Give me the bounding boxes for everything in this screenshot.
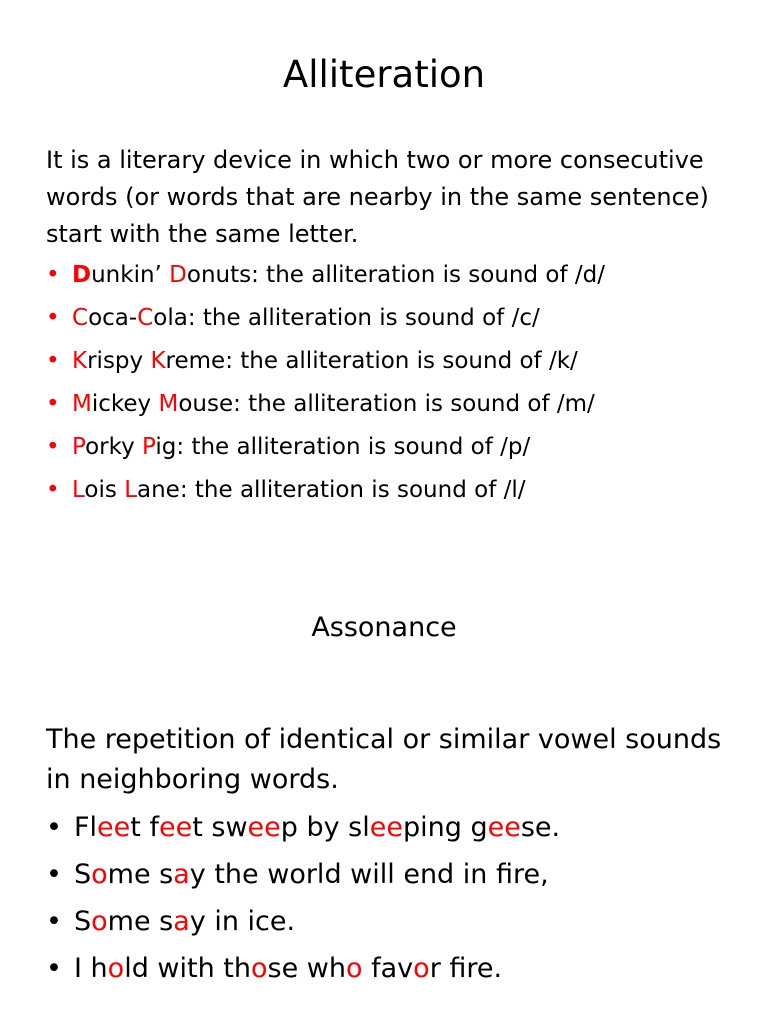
text-segment: r fire.	[429, 953, 503, 984]
text-segment: I h	[74, 953, 108, 984]
word-part: ouse	[178, 391, 234, 417]
word-part: ois	[84, 477, 125, 503]
highlight-letter: L	[124, 477, 138, 503]
example-text	[74, 906, 295, 937]
text-segment: ping g	[403, 812, 488, 843]
item-description: : the alliteration is sound of /k/	[225, 348, 578, 374]
bullet-icon: •	[46, 262, 60, 288]
list-item	[46, 387, 746, 430]
list-item	[46, 430, 746, 473]
text-segment: S	[74, 906, 92, 937]
assonance-examples-list	[46, 808, 746, 996]
text-segment: Fl	[74, 812, 98, 843]
list-item	[46, 344, 746, 387]
item-description: : the alliteration is sound of /p/	[176, 434, 531, 460]
highlight-vowel: ee	[487, 812, 521, 843]
bullet-icon: •	[46, 906, 62, 937]
bullet-icon: •	[46, 953, 62, 984]
word-part: ig	[155, 434, 177, 460]
highlight-vowel: ee	[369, 812, 403, 843]
word-part: ola	[153, 305, 188, 331]
text-segment: ld with th	[124, 953, 251, 984]
text-segment: se wh	[267, 953, 346, 984]
bullet-icon: •	[46, 391, 60, 417]
highlight-vowel: o	[91, 859, 108, 890]
highlight-letter: K	[150, 348, 166, 374]
list-item	[46, 258, 746, 301]
list-item	[46, 301, 746, 344]
assonance-definition: The repetition of identical or similar vowel sounds in neighboring words.	[46, 724, 722, 795]
section-title-assonance: Assonance	[311, 612, 457, 643]
word-part: unkin’	[91, 262, 170, 288]
highlight-letter: P	[72, 434, 86, 460]
text-segment: me s	[107, 859, 174, 890]
highlight-letter: L	[72, 477, 85, 503]
bullet-icon: •	[46, 812, 62, 843]
list-item	[46, 473, 746, 516]
example-text	[74, 953, 502, 984]
highlight-vowel: ee	[247, 812, 281, 843]
page-title: Alliteration	[282, 53, 486, 96]
word-part: ane	[137, 477, 180, 503]
text-segment: me s	[107, 906, 174, 937]
highlight-letter: P	[142, 434, 156, 460]
word-part: rispy	[87, 348, 151, 374]
bullet-icon: •	[46, 348, 60, 374]
text-segment: y in ice.	[189, 906, 296, 937]
word-part: orky	[85, 434, 143, 460]
list-item	[46, 808, 746, 855]
word-part: reme	[165, 348, 226, 374]
text-segment: se.	[520, 812, 561, 843]
item-description: : the alliteration is sound of /d/	[251, 262, 605, 288]
highlight-vowel: a	[173, 906, 190, 937]
word-part: oca-	[88, 305, 138, 331]
highlight-letter: C	[137, 305, 154, 331]
highlight-letter: M	[158, 391, 179, 417]
list-item	[46, 902, 746, 949]
word-part: ickey	[91, 391, 159, 417]
highlight-vowel: o	[251, 953, 268, 984]
list-item	[46, 855, 746, 902]
item-description: : the alliteration is sound of /l/	[179, 477, 526, 503]
highlight-vowel: o	[346, 953, 363, 984]
bullet-icon: •	[46, 477, 60, 503]
bullet-icon: •	[46, 305, 60, 331]
list-item	[46, 949, 746, 996]
highlight-vowel: a	[173, 859, 190, 890]
highlight-vowel: ee	[158, 812, 193, 843]
text-segment: t sw	[192, 812, 248, 843]
highlight-letter: D	[169, 262, 187, 288]
highlight-vowel: ee	[97, 812, 131, 843]
highlight-letter: K	[72, 348, 88, 374]
text-segment: S	[74, 859, 92, 890]
bullet-icon: •	[46, 859, 62, 890]
text-segment: y the world will end in fire,	[189, 859, 549, 890]
text-segment: t f	[130, 812, 159, 843]
item-description: : the alliteration is sound of /c/	[187, 305, 540, 331]
highlight-vowel: o	[413, 953, 430, 984]
alliteration-examples-list	[46, 258, 746, 516]
alliteration-definition: It is a literary device in which two or more consecutive words (or words that are nearby in the same sentence) start with the same letter.	[46, 146, 709, 248]
text-segment: fav	[362, 953, 414, 984]
highlight-letter: M	[72, 391, 92, 417]
example-text	[74, 812, 560, 843]
example-text	[74, 859, 549, 890]
highlight-vowel: o	[91, 906, 108, 937]
highlight-vowel: o	[107, 953, 125, 984]
bullet-icon: •	[46, 434, 60, 460]
highlight-letter: D	[72, 262, 92, 288]
highlight-letter: C	[72, 305, 89, 331]
word-part: onuts	[186, 262, 252, 288]
text-segment: p by sl	[280, 812, 370, 843]
item-description: : the alliteration is sound of /m/	[233, 391, 595, 417]
